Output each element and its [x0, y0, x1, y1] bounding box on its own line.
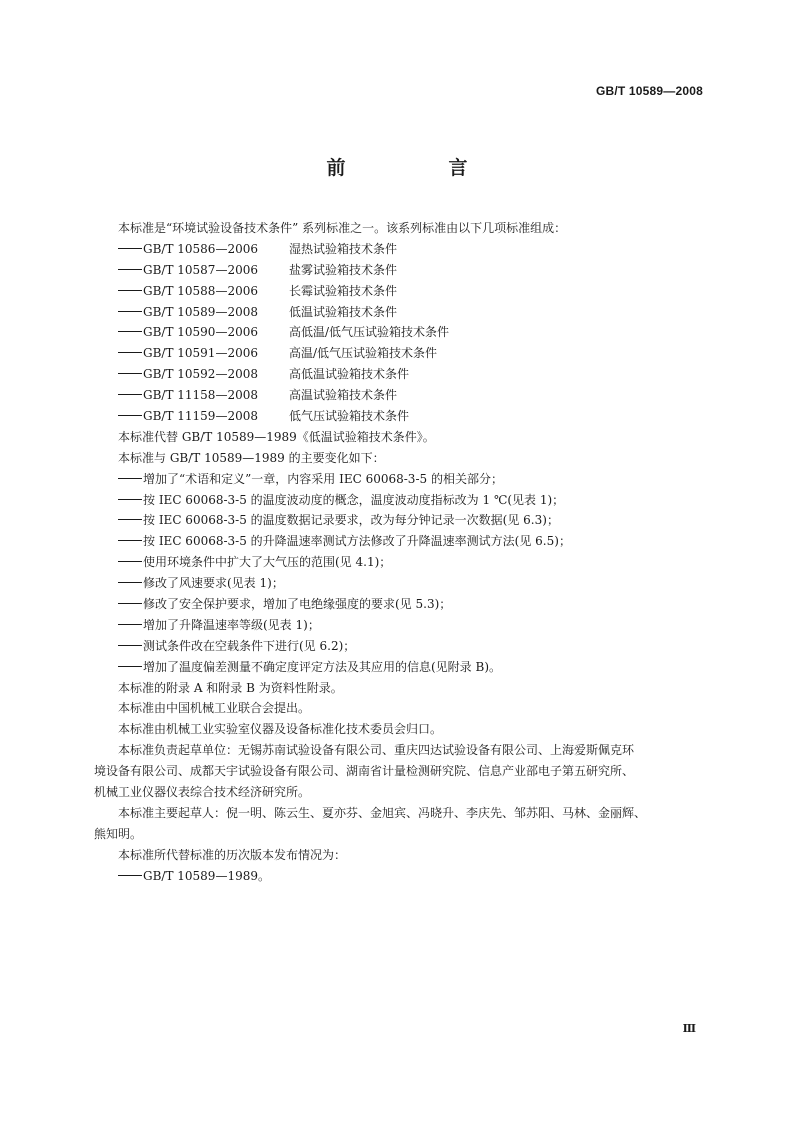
page-title: 前 言: [326, 157, 510, 179]
series-item: [118, 322, 708, 343]
change-text: 增加了升降温速率等级(见表 1)；: [143, 617, 320, 632]
em-dash-marker: [118, 499, 142, 500]
change-item: [118, 657, 708, 678]
series-name: 盐雾试验箱技术条件: [289, 262, 398, 277]
change-text: 按 IEC 60068-3-5 的温度数据记录要求，改为每分钟记录一次数据(见 6.3)；: [143, 513, 559, 528]
drafters-line-2: 熊知明。: [94, 826, 143, 841]
em-dash-marker: [118, 645, 142, 646]
em-dash-marker: [118, 582, 142, 583]
em-dash-marker: [118, 478, 142, 479]
change-item: [118, 552, 708, 573]
change-item: [118, 615, 708, 636]
change-text: 按 IEC 60068-3-5 的温度波动度的概念，温度波动度指标改为 1 ℃(见表 1)；: [143, 492, 565, 507]
series-code: GB/T 10589—2008: [143, 304, 258, 319]
em-dash-marker: [118, 415, 142, 416]
series-item: [118, 343, 708, 364]
change-item: [118, 573, 708, 594]
em-dash-marker: [118, 519, 142, 520]
drafters-line-1: 本标准主要起草人：倪一明、陈云生、夏亦芬、金旭宾、冯晓升、李庆先、邹苏阳、马林、金丽辉、: [118, 805, 647, 820]
change-text: 增加了“术语和定义”一章，内容采用 IEC 60068-3-5 的相关部分；: [143, 471, 503, 486]
em-dash-marker: [118, 331, 142, 332]
series-code: GB/T 10591—2006: [143, 346, 258, 361]
series-item: [118, 385, 708, 406]
managed-by-paragraph: 本标准由机械工业实验室仪器及设备标准化技术委员会归口。: [118, 722, 443, 737]
series-item: [118, 239, 708, 260]
em-dash-marker: [118, 373, 142, 374]
changes-intro-paragraph: 本标准与 GB/T 10589—1989 的主要变化如下：: [118, 450, 385, 465]
series-name: 低气压试验箱技术条件: [289, 409, 410, 424]
series-name: 湿热试验箱技术条件: [289, 241, 398, 256]
series-item: [118, 406, 708, 427]
em-dash-marker: [118, 352, 142, 353]
series-name: 高温/低气压试验箱技术条件: [289, 346, 438, 361]
changes-list: [118, 469, 708, 678]
series-item: [118, 302, 708, 323]
series-item: [118, 281, 708, 302]
foreword-body: [94, 218, 708, 887]
em-dash-marker: [118, 290, 142, 291]
em-dash-marker: [118, 561, 142, 562]
appendix-note-paragraph: 本标准的附录 A 和附录 B 为资料性附录。: [118, 680, 343, 695]
history-list: [118, 866, 708, 887]
change-text: 测试条件改在空载条件下进行(见 6.2)；: [143, 638, 356, 653]
history-text: GB/T 10589—1989。: [143, 868, 270, 883]
em-dash-marker: [118, 248, 142, 249]
em-dash-marker: [118, 394, 142, 395]
change-item: [118, 636, 708, 657]
em-dash-marker: [118, 624, 142, 625]
change-text: 增加了温度偏差测量不确定度评定方法及其应用的信息(见附录 B)。: [143, 659, 501, 674]
series-code: GB/T 11158—2008: [143, 388, 258, 403]
history-item: [118, 866, 708, 887]
change-item: [118, 490, 708, 511]
drafting-units-line-1: 本标准负责起草单位：无锡苏南试验设备有限公司、重庆四达试验设备有限公司、上海爱斯佩克环: [118, 743, 635, 758]
history-intro-paragraph: 本标准所代替标准的历次版本发布情况为：: [118, 847, 347, 862]
series-code: GB/T 10586—2006: [143, 241, 258, 256]
change-text: 修改了安全保护要求，增加了电绝缘强度的要求(见 5.3)；: [143, 597, 452, 612]
change-text: 修改了风速要求(见表 1)；: [143, 576, 284, 591]
series-list: [118, 239, 708, 427]
series-code: GB/T 10587—2006: [143, 262, 258, 277]
em-dash-marker: [118, 540, 142, 541]
em-dash-marker: [118, 269, 142, 270]
change-item: [118, 469, 708, 490]
series-name: 高低温试验箱技术条件: [289, 367, 410, 382]
replaces-paragraph: 本标准代替 GB/T 10589—1989《低温试验箱技术条件》。: [118, 429, 435, 444]
proposed-by-paragraph: 本标准由中国机械工业联合会提出。: [118, 701, 311, 716]
series-name: 低温试验箱技术条件: [289, 304, 398, 319]
page-number: Ⅲ: [682, 1023, 696, 1035]
series-code: GB/T 10590—2006: [143, 325, 258, 340]
em-dash-marker: [118, 311, 142, 312]
series-item: [118, 364, 708, 385]
series-code: GB/T 10588—2006: [143, 283, 258, 298]
drafting-units-line-3: 机械工业仪器仪表综合技术经济研究所。: [94, 785, 311, 800]
series-name: 长霉试验箱技术条件: [289, 283, 398, 298]
series-item: [118, 260, 708, 281]
series-code: GB/T 10592—2008: [143, 367, 258, 382]
series-name: 高低温/低气压试验箱技术条件: [289, 325, 450, 340]
drafting-units-line-2: 境设备有限公司、成都天宇试验设备有限公司、湖南省计量检测研究院、信息产业部电子第五研究所、: [94, 764, 635, 779]
change-item: [118, 510, 708, 531]
em-dash-marker: [118, 603, 142, 604]
intro-paragraph: 本标准是“环境试验设备技术条件” 系列标准之一。该系列标准由以下几项标准组成：: [118, 221, 567, 235]
change-text: 使用环境条件中扩大了大气压的范围(见 4.1)；: [143, 555, 392, 570]
change-text: 按 IEC 60068-3-5 的升降温速率测试方法修改了升降温速率测试方法(见 6.5)；: [143, 534, 571, 549]
em-dash-marker: [118, 875, 142, 876]
standard-code-header: GB/T 10589—2008: [595, 84, 703, 98]
change-item: [118, 531, 708, 552]
series-name: 高温试验箱技术条件: [289, 388, 398, 403]
em-dash-marker: [118, 666, 142, 667]
change-item: [118, 594, 708, 615]
series-code: GB/T 11159—2008: [143, 409, 258, 424]
